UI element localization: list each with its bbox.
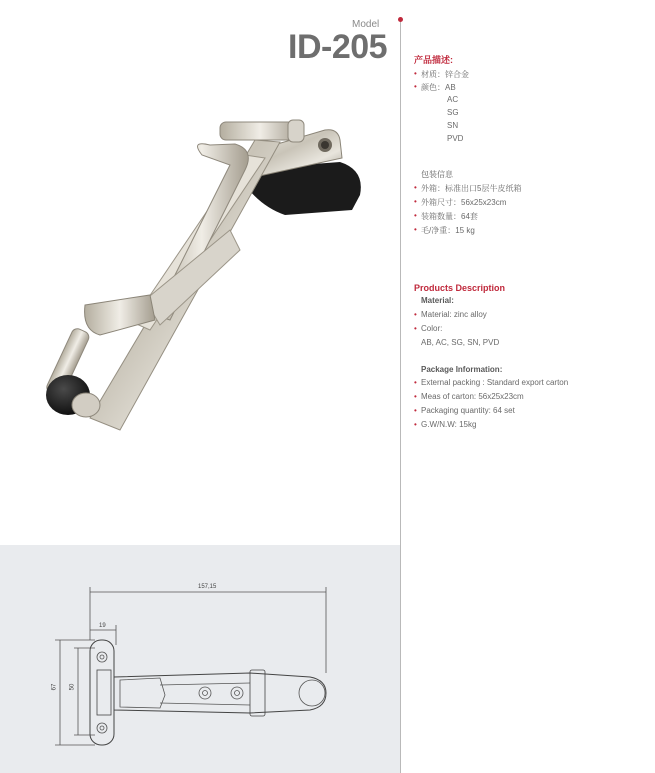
bullet-icon: • bbox=[414, 324, 417, 333]
cn-description-title: 产品描述: bbox=[414, 55, 453, 65]
cn-package-item bbox=[414, 183, 614, 193]
cn-color-label: 颜色：AB bbox=[421, 83, 456, 92]
cn-package-text: 毛/净重：15 kg bbox=[421, 226, 475, 235]
cn-package-item bbox=[414, 197, 614, 207]
bullet-icon: • bbox=[414, 420, 417, 429]
cn-package-item bbox=[414, 211, 614, 221]
en-package-text: Packaging quantity: 64 set bbox=[421, 406, 515, 415]
cn-package-text: 外箱：标准出口5层牛皮纸箱 bbox=[421, 184, 522, 193]
en-description-title: Products Description bbox=[414, 283, 506, 293]
cn-material: 材质：锌合金 bbox=[421, 70, 469, 79]
cn-color-sn: SN bbox=[447, 121, 459, 130]
en-package-text: External packing : Standard export carton bbox=[421, 378, 569, 387]
en-package-text: Meas of carton: 56x25x23cm bbox=[421, 392, 524, 401]
cn-package-item bbox=[414, 225, 614, 235]
technical-drawing bbox=[0, 545, 400, 773]
cn-color-sg: SG bbox=[447, 108, 459, 117]
dimension-height-inner-label: 50 bbox=[69, 683, 76, 691]
en-colors: AB, AC, SG, SN, PVD bbox=[421, 338, 500, 347]
product-photo bbox=[40, 100, 380, 440]
bullet-icon: • bbox=[414, 211, 417, 220]
en-package-item bbox=[414, 406, 634, 416]
bullet-icon: • bbox=[414, 406, 417, 415]
en-material: Material: zinc alloy bbox=[421, 310, 487, 319]
model-label: Model bbox=[352, 19, 380, 30]
cn-color-item bbox=[414, 82, 614, 92]
bullet-icon: • bbox=[414, 378, 417, 387]
en-package-text: G.W/N.W: 15kg bbox=[421, 420, 477, 429]
cn-material-item bbox=[414, 69, 614, 79]
divider-dot bbox=[398, 17, 403, 22]
dimension-length-label: 157,15 bbox=[198, 584, 217, 590]
cn-package-title: 包装信息 bbox=[421, 170, 453, 179]
bullet-icon: • bbox=[414, 69, 417, 78]
en-color-label: Color: bbox=[421, 324, 443, 333]
bullet-icon: • bbox=[414, 82, 417, 91]
bullet-icon: • bbox=[414, 197, 417, 206]
cn-package-text: 装箱数量：64套 bbox=[421, 212, 478, 221]
cn-color-ac: AC bbox=[447, 95, 459, 104]
en-package-item bbox=[414, 420, 634, 430]
dimension-height-outer-label: 67 bbox=[51, 683, 58, 691]
en-color-item bbox=[414, 324, 614, 334]
model-number: ID-205 bbox=[288, 28, 388, 66]
bullet-icon: • bbox=[414, 183, 417, 192]
column-divider bbox=[400, 20, 401, 773]
dimension-width-label: 19 bbox=[99, 623, 106, 629]
en-package-item bbox=[414, 392, 634, 402]
en-package-title: Package Information: bbox=[421, 365, 503, 374]
bullet-icon: • bbox=[414, 310, 417, 319]
bullet-icon: • bbox=[414, 392, 417, 401]
cn-color-pvd: PVD bbox=[447, 134, 464, 143]
cn-package-text: 外箱尺寸：56x25x23cm bbox=[421, 198, 507, 207]
en-material-item bbox=[414, 310, 614, 320]
en-package-item bbox=[414, 378, 634, 388]
en-material-title: Material: bbox=[421, 296, 454, 305]
bullet-icon: • bbox=[414, 225, 417, 234]
